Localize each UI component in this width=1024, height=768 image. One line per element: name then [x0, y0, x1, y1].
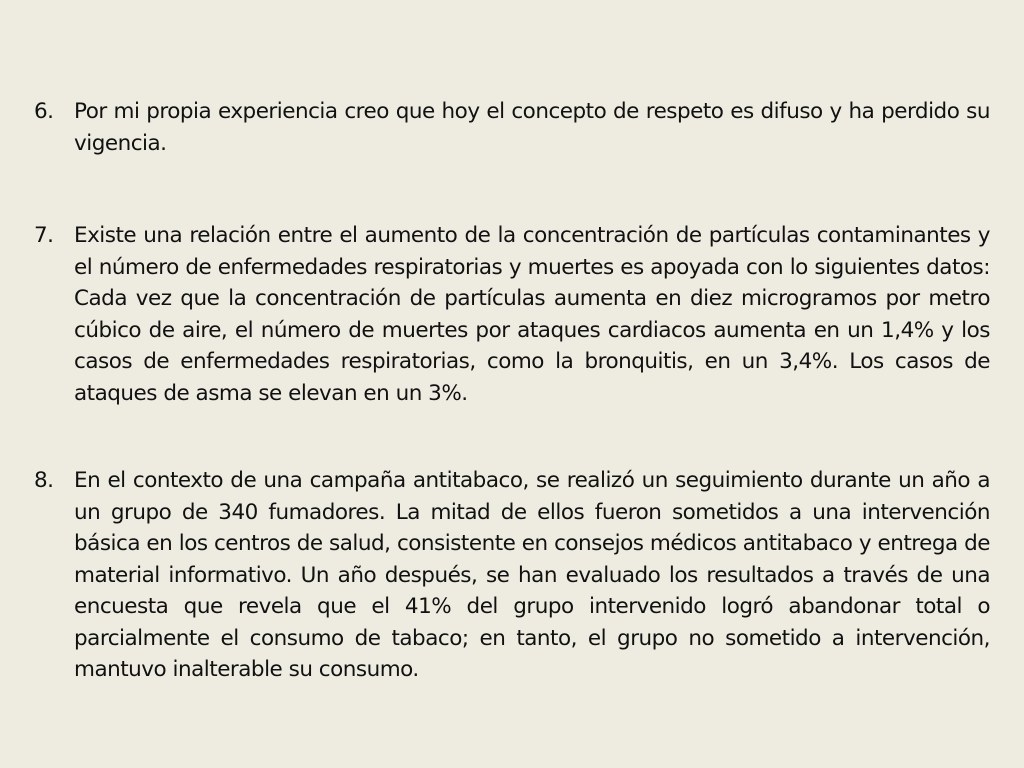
list-item-6: [34, 96, 990, 159]
list-item-text: En el contexto de una campaña antitabaco, se realizó un seguimiento durante un año a un grupo de 340 fumadores. La mitad de ellos fueron sometidos a una intervención básica en los centros de salud, consistente en consejos médicos antitabaco y entrega de material informativo. Un año después, se han evaluado los resultados a través de una encuesta que revela que el 41% del grupo intervenido logró abandonar total o parcialmente el consumo de tabaco; en tanto, el grupo no sometido a intervención, mantuvo inalterable su consumo.: [74, 468, 990, 682]
list-item-text: Existe una relación entre el aumento de la concentración de partículas contaminantes y el número de enfermedades respiratorias y muertes es apoyada con lo siguientes datos: Cada vez que la concentración de partículas aumenta en diez microgramos por metro cúbico de aire, el número de muertes por ataques cardiacos aumenta en un 1,4% y los casos de enfermedades respiratorias, como la bronquitis, en un 3,4%. Los casos de ataques de asma se elevan en un 3%.: [74, 223, 990, 406]
list-item-number: 7.: [34, 223, 54, 248]
list-item-8: [34, 465, 990, 686]
list-item-number: 8.: [34, 468, 54, 493]
list-item-number: 6.: [34, 99, 54, 124]
list-item-text: Por mi propia experiencia creo que hoy el concepto de respeto es difuso y ha perdido su vigencia.: [74, 99, 990, 156]
list-item-7: [34, 220, 990, 409]
